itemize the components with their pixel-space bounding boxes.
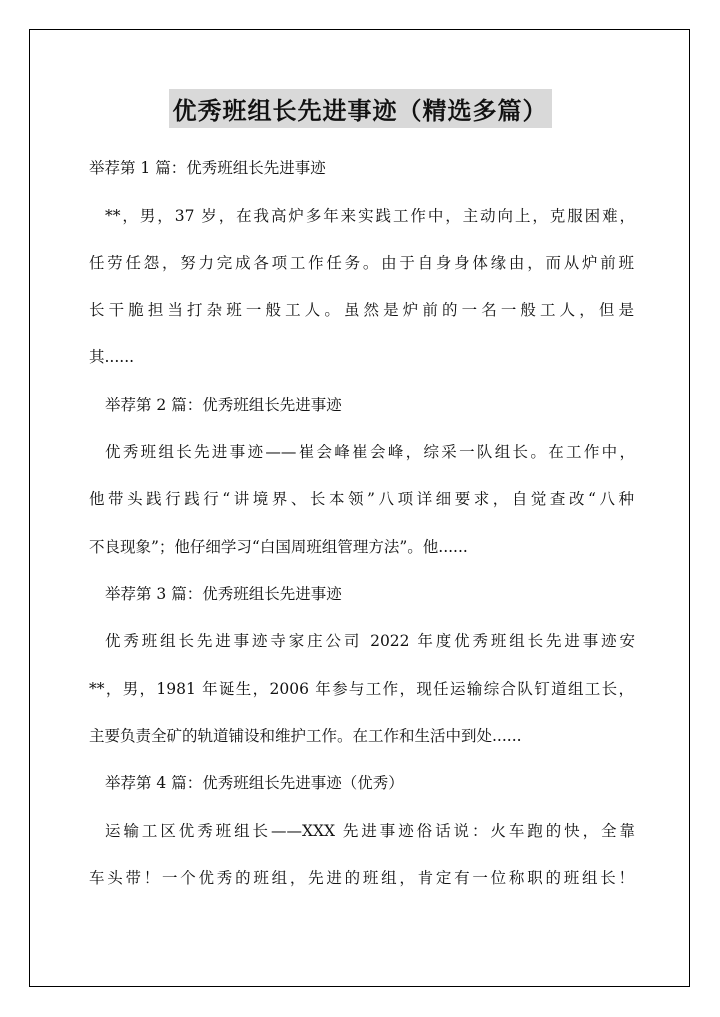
paragraph-line: 主要负责全矿的轨道铺设和维护工作。在工作和生活中到处...... (89, 727, 522, 745)
paragraph-line: 不良现象”；他仔细学习“白国周班组管理方法”。他...... (89, 538, 468, 556)
paragraph-line: **，男，37 岁，在我高炉多年来实践工作中，主动向上，克服困难， (105, 207, 635, 225)
paragraph-line: 任劳任怨，努力完成各项工作任务。由于自身身体缘由，而从炉前班 (89, 254, 634, 272)
paragraph-line: 长干脆担当打杂班一般工人。虽然是炉前的一名一般工人，但是 (89, 301, 634, 319)
section-heading-4: 举荐第 4 篇：优秀班组长先进事迹（优秀） (105, 774, 404, 792)
paragraph-line: 其...... (89, 348, 135, 366)
paragraph-line: **，男，1981 年诞生，2006 年参与工作，现任运输综合队钉道组工长， (89, 680, 634, 698)
paragraph-line: 他带头践行践行“讲境界、长本领”八项详细要求，自觉查改“八种 (89, 490, 634, 508)
section-heading-3: 举荐第 3 篇：优秀班组长先进事迹 (105, 585, 342, 603)
paragraph-line: 运输工区优秀班组长——XXX 先进事迹俗话说：火车跑的快，全靠 (105, 822, 635, 840)
paragraph-line: 优秀班组长先进事迹寺家庄公司 2022 年度优秀班组长先进事迹安 (105, 632, 635, 650)
section-heading-1: 举荐第 1 篇：优秀班组长先进事迹 (89, 159, 326, 177)
section-heading-2: 举荐第 2 篇：优秀班组长先进事迹 (105, 396, 342, 414)
paragraph-line: 车头带！一个优秀的班组，先进的班组，肯定有一位称职的班组长！ (89, 869, 634, 887)
document-title: 优秀班组长先进事迹（精选多篇） (169, 89, 552, 128)
paragraph-line: 优秀班组长先进事迹——崔会峰崔会峰，综采一队组长。在工作中， (105, 443, 635, 461)
